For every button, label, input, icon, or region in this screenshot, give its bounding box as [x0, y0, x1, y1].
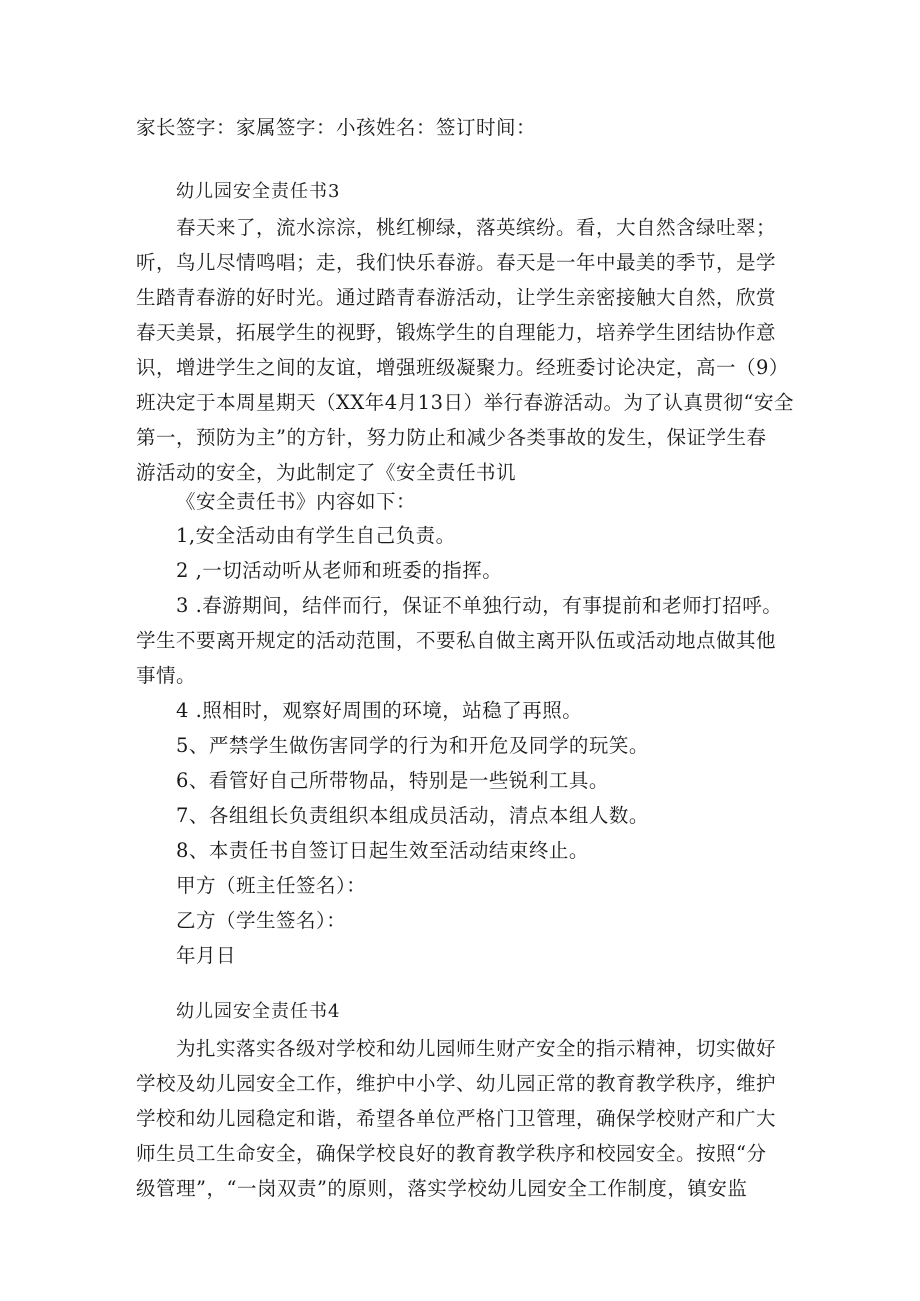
- content-heading: 《安全责任书》内容如下：: [176, 490, 417, 513]
- paragraph-line: 第一，预防为主”的方针，努力防止和减少各类事故的发生，保证学生春: [136, 426, 767, 449]
- paragraph-line: 游活动的安全，为此制定了《安全责任书讥: [136, 461, 517, 484]
- section-title-3: 幼儿园安全责任书3: [176, 181, 341, 202]
- list-item: 6、看管好自己所带物品，特别是一些锐利工具。: [176, 769, 609, 792]
- paragraph-line: 为扎实落实各级对学校和幼儿园师生财产安全的指示精神，切实做好: [176, 1037, 777, 1060]
- list-item: 7、各组组长负责组织本组成员活动，清点本组人数。: [176, 804, 649, 827]
- date-line: 年月日: [176, 944, 237, 967]
- party-a-signature: 甲方（班主任签名）：: [176, 874, 367, 897]
- list-item: 1,安全活动由有学生自己负责。: [176, 524, 456, 547]
- list-item: 2 ,一切活动听从老师和班委的指挥。: [176, 559, 503, 582]
- paragraph-line: 学校及幼儿园安全工作，维护中小学、幼儿园正常的教育教学秩序，维护: [136, 1072, 777, 1095]
- party-b-signature: 乙方（学生签名）：: [176, 909, 347, 932]
- list-item-continuation: 学生不要离开规定的活动范围，不要私自做主离开队伍或活动地点做其他: [136, 629, 777, 652]
- paragraph-line: 级管理”，“一岗双责”的原则，落实学校幼儿园安全工作制度，镇安监: [136, 1177, 748, 1200]
- paragraph-line: 学校和幼儿园稳定和谐，希望各单位严格门卫管理，确保学校财产和广大: [136, 1107, 777, 1130]
- paragraph-line: 听，鸟儿尽情鸣唱；走，我们快乐春游。春天是一年中最美的季节，是学: [136, 251, 777, 274]
- list-item: 4 .照相时，观察好周围的环境，站稳了再照。: [176, 699, 583, 722]
- list-item: 8、本责任书自签订日起生效至活动结束终止。: [176, 839, 589, 862]
- section-title-4: 幼儿园安全责任书4: [176, 1001, 341, 1022]
- paragraph-line: 春天美景，拓展学生的视野，锻炼学生的自理能力，培养学生团结协作意: [136, 321, 777, 344]
- paragraph-line: 识，增进学生之间的友谊，增强班级凝聚力。经班委讨论决定，高一（9）: [136, 356, 789, 379]
- paragraph-line: 春天来了，流水淙淙，桃红柳绿，落英缤纷。看，大自然含绿吐翠；: [176, 216, 777, 239]
- paragraph-line: 班决定于本周星期天（XX年4月13日）举行春游活动。为了认真贯彻“安全: [136, 391, 794, 414]
- signature-line: 家长签字：家属签字：小孩姓名：签订时间：: [136, 116, 537, 139]
- list-item: 3 .春游期间，结伴而行，保证不单独行动，有事提前和老师打招呼。: [176, 594, 783, 617]
- paragraph-line: 师生员工生命安全，确保学校良好的教育教学秩序和校园安全。按照“分: [136, 1142, 767, 1165]
- list-item: 5、严禁学生做伤害同学的行为和开危及同学的玩笑。: [176, 734, 649, 757]
- paragraph-line: 生踏青春游的好时光。通过踏青春游活动，让学生亲密接触大自然，欣赏: [136, 286, 777, 309]
- list-item-continuation: 事情。: [136, 664, 197, 687]
